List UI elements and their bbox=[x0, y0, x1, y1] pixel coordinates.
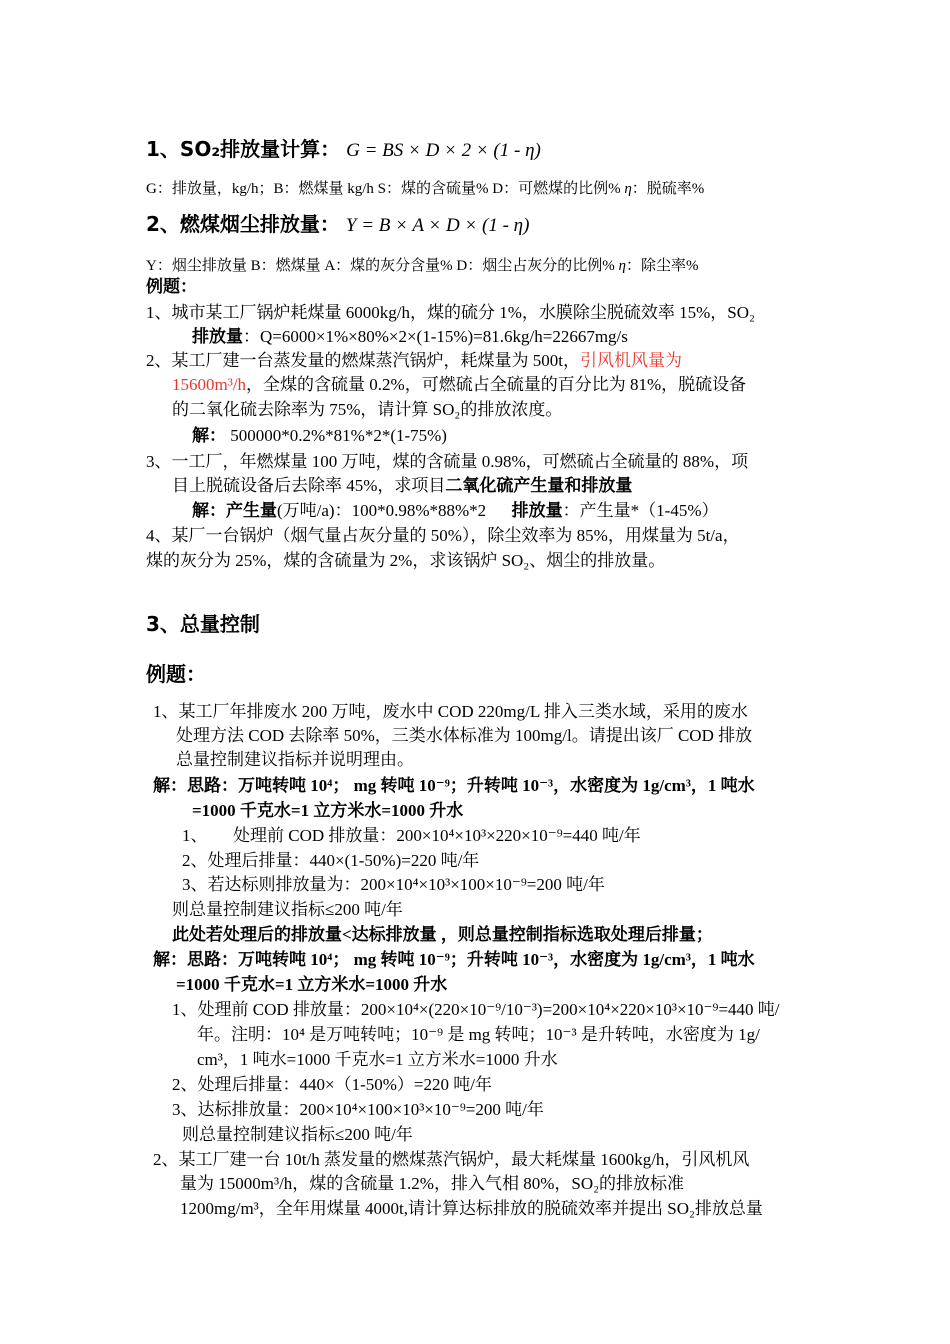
solution-1-step-2: 2、处理后排量：440×(1-50%)=220 吨/年 bbox=[182, 851, 480, 870]
example-label: 例题： bbox=[146, 277, 197, 296]
section-2-title: 2、燃煤烟尘排放量： bbox=[146, 212, 340, 236]
example-1-line-1: 1、城市某工厂锅炉耗煤量 6000kg/h，煤的硫分 1%，水膜除尘脱硫效率 15%，SO₂ bbox=[146, 303, 755, 322]
example-2-solution: 解： 500000*0.2%*81%*2*(1-75%) bbox=[192, 426, 447, 445]
example-3-line-1: 3、一工厂，年燃煤量 100 万吨，煤的含硫量 0.98%，可燃硫占全硫量的 88%，项 bbox=[146, 452, 749, 471]
question-1-line-3: 总量控制建议指标并说明理由。 bbox=[176, 750, 414, 769]
section-3-example-label: 例题： bbox=[146, 662, 206, 686]
so2-emission-formula: G = BS × D × 2 × (1 - η) bbox=[346, 140, 541, 161]
eta-symbol: η bbox=[618, 258, 626, 274]
highlighted-flow-value: 15600m³/h bbox=[172, 375, 247, 394]
example-1-line-2: 排放量：Q=6000×1%×80%×2×(1-15%)=81.6kg/h=22667mg/s bbox=[192, 327, 628, 346]
example-4-line-2: 煤的灰分为 25%，煤的含硫量为 2%，求该锅炉 SO₂、烟尘的排放量。 bbox=[146, 551, 666, 570]
solution-1-line-2: =1000 千克水=1 立方米水=1000 升水 bbox=[192, 801, 464, 820]
solution-2-step-1-line-2: 年。注明：10⁴ 是万吨转吨；10⁻⁹ 是 mg 转吨；10⁻³ 是升转吨，水密度为 1g/ bbox=[197, 1025, 760, 1044]
solution-1-line-1: 解：思路：万吨转吨 10⁴； mg 转吨 10⁻⁹；升转吨 10⁻³，水密度为 1g/cm³，1 吨水 bbox=[153, 776, 755, 795]
example-2-line-2: 15600m³/h，全煤的含硫量 0.2%，可燃硫占全硫量的百分比为 81%，脱硫设备 bbox=[172, 375, 747, 394]
solution-2-step-1-line-1: 1、处理前 COD 排放量：200×10⁴×(220×10⁻⁹/10⁻³)=200×10⁴×220×10³×10⁻⁹=440 吨/ bbox=[172, 1000, 780, 1019]
example-2-line-1: 2、某工厂建一台蒸发量的燃煤蒸汽锅炉，耗煤量为 500t，引风机风量为 bbox=[146, 351, 682, 370]
question-2-line-2: 量为 15000m³/h，煤的含硫量 1.2%，排入气相 80%，SO₂的排放标准 bbox=[180, 1174, 685, 1193]
example-4-line-1: 4、某厂一台锅炉（烟气量占灰分量的 50%），除尘效率为 85%，用煤量为 5t/a， bbox=[146, 526, 740, 545]
section-1-heading bbox=[146, 136, 541, 164]
solution-1-note: 此处若处理后的排放量<达标排放量 ，则总量控制指标选取处理后排量； bbox=[172, 925, 713, 944]
question-2-line-1: 2、某工厂建一台 10t/h 蒸发量的燃煤蒸汽锅炉，最大耗煤量 1600kg/h，引风机风 bbox=[153, 1150, 750, 1169]
eta-symbol: η bbox=[624, 181, 632, 197]
section-2-legend: Y：烟尘排放量 B：燃煤量 A：煤的灰分含量% D：烟尘占灰分的比例% η：除尘率% bbox=[146, 258, 699, 274]
example-3-line-2: 目上脱硫设备后去除率 45%，求项目二氧化硫产生量和排放量 bbox=[172, 476, 633, 495]
question-1-line-1: 1、某工厂年排废水 200 万吨，废水中 COD 220mg/L 排入三类水域，采用的废水 bbox=[153, 702, 748, 721]
solution-2-line-2: =1000 千克水=1 立方米水=1000 升水 bbox=[176, 975, 448, 994]
solution-1-conclusion: 则总量控制建议指标≤200 吨/年 bbox=[172, 900, 403, 919]
example-2-line-3: 的二氧化硫去除率为 75%，请计算 SO₂的排放浓度。 bbox=[172, 400, 563, 419]
solution-1-step-3: 3、若达标则排放量为：200×10⁴×10³×100×10⁻⁹=200 吨/年 bbox=[182, 875, 605, 894]
solution-2-line-1: 解：思路：万吨转吨 10⁴； mg 转吨 10⁻⁹；升转吨 10⁻³，水密度为 1g/cm³，1 吨水 bbox=[153, 950, 755, 969]
question-2-line-3: 1200mg/m³，全年用煤量 4000t,请计算达标排放的脱硫效率并提出 SO₂排放总量 bbox=[180, 1199, 763, 1218]
section-1-title: 1、SO₂排放量计算： bbox=[146, 137, 341, 161]
solution-2-step-1-line-3: cm³，1 吨水=1000 千克水=1 立方米水=1000 升水 bbox=[197, 1050, 558, 1069]
example-3-solution: 解：产生量(万吨/a)：100*0.98%*88%*2 排放量：产生量*（1-45%） bbox=[192, 501, 719, 520]
dust-emission-formula: Y = B × A × D × (1 - η) bbox=[345, 215, 530, 236]
question-1-line-2: 处理方法 COD 去除率 50%，三类水体标准为 100mg/l。请提出该厂 COD 排放 bbox=[176, 726, 753, 745]
section-3-heading: 3、总量控制 bbox=[146, 612, 260, 636]
section-2-heading bbox=[146, 211, 529, 239]
solution-2-conclusion: 则总量控制建议指标≤200 吨/年 bbox=[182, 1125, 413, 1144]
solution-1-step-1: 1、 处理前 COD 排放量：200×10⁴×10³×220×10⁻⁹=440 吨/年 bbox=[182, 826, 641, 845]
section-1-legend: G：排放量，kg/h；B：燃煤量 kg/h S：煤的含硫量% D：可燃煤的比例% η：脱硫率% bbox=[146, 181, 705, 197]
solution-2-step-2: 2、处理后排量：440×（1-50%）=220 吨/年 bbox=[172, 1075, 492, 1094]
highlighted-fan-flow: 引风机风量为 bbox=[579, 351, 682, 370]
solution-2-step-3: 3、达标排放量：200×10⁴×100×10³×10⁻⁹=200 吨/年 bbox=[172, 1100, 544, 1119]
